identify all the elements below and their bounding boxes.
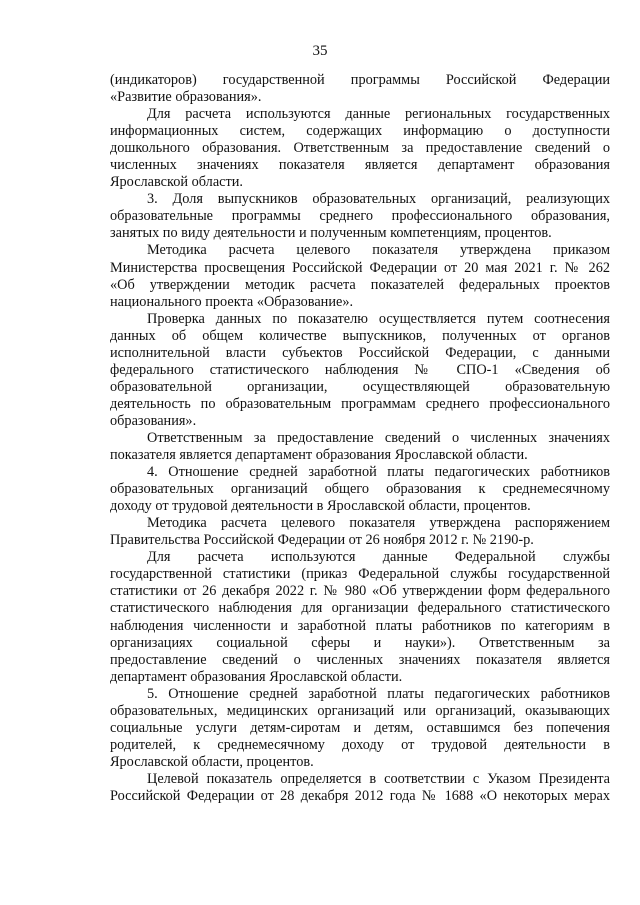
text-line: статистики от 26 декабря 2022 г. № 980 «Об утверждении форм федерального [110, 583, 610, 600]
text-line: социальные услуги детям-сиротам и детям, оставшимся без попечения [110, 719, 610, 736]
text-line: образовательные программы среднего профессионального образования, [110, 208, 610, 225]
text-line: показателя является департамент образования Ярославской области. [110, 447, 528, 464]
text-line: «Об утверждении методик расчета показателей федеральных проектов [110, 276, 610, 293]
text-line: образования». [110, 412, 197, 429]
text-line: 3. Доля выпускников образовательных организаций, реализующих [147, 191, 610, 208]
text-line: «Развитие образования». [110, 89, 262, 106]
text-line: доходу от трудовой деятельности в Ярославской области, процентов. [110, 498, 531, 515]
text-line: организациях социальной сферы и науки»). Ответственным за [110, 634, 610, 651]
text-line: деятельность по образовательным программам среднего профессионального [110, 395, 610, 412]
text-line: Правительства Российской Федерации от 26 ноября 2012 г. № 2190-р. [110, 532, 534, 549]
text-line: Целевой показатель определяется в соответствии с Указом Президента [147, 770, 610, 787]
text-line: дошкольного образования. Ответственным за предоставление сведений о [110, 140, 610, 157]
text-line: 5. Отношение средней заработной платы педагогических работников [147, 685, 610, 702]
text-line: Ярославской области, процентов. [110, 753, 314, 770]
text-line: Методика расчета целевого показателя утверждена приказом [147, 242, 610, 259]
text-line: (индикаторов) государственной программы Российской Федерации [110, 72, 610, 88]
text-line: Для расчета используются данные Федеральной службы [147, 549, 610, 566]
text-line: федерального статистического наблюдения № СПО-1 «Сведения об [110, 361, 610, 378]
text-line: Российской Федерации от 28 декабря 2012 года № 1688 «О некоторых мерах [110, 787, 610, 804]
text-line: Министерства просвещения Российской Федерации от 20 мая 2021 г. № 262 [110, 259, 610, 276]
text-line: родителей, к среднемесячному доходу от трудовой деятельности в [110, 736, 610, 753]
text-line: Проверка данных по показателю осуществляется путем соотнесения [147, 310, 610, 327]
text-line: образовательной организации, осуществляющей образовательную [110, 378, 610, 395]
text-line: 4. Отношение средней заработной платы педагогических работников [147, 464, 610, 481]
text-line: образовательных, медицинских организаций или организаций, оказывающих [110, 702, 610, 719]
text-line: информационных систем, содержащих информацию о доступности [110, 123, 610, 140]
text-line: занятых по виду деятельности и полученным компетенциям, процентов. [110, 225, 552, 242]
text-line: наблюдения численности и заработной платы работников по категориям в [110, 617, 610, 634]
document-body [110, 72, 610, 805]
text-line: департамент образования Ярославской области. [110, 668, 403, 685]
text-line: Для расчета используются данные региональных государственных [147, 106, 610, 123]
text-line: численных значениях показателя является департамент образования [110, 157, 610, 174]
text-line: Ярославской области. [110, 174, 243, 191]
text-line: национального проекта «Образование». [110, 293, 354, 310]
text-line: государственной статистики (приказ Федеральной службы государственной [110, 566, 610, 583]
text-line: Методика расчета целевого показателя утверждена распоряжением [147, 515, 610, 532]
text-line: Ответственным за предоставление сведений о численных значениях [147, 429, 610, 446]
text-line: образовательных организаций общего образования к среднемесячному [110, 481, 610, 498]
page-number: 35 [312, 43, 328, 59]
text-line: статистического наблюдения для организации федерального статистического [110, 600, 610, 617]
text-line: предоставление сведений о численных значениях показателя является [110, 651, 610, 668]
text-line: исполнительной власти субъектов Российской Федерации, с данными [110, 344, 610, 361]
text-line: данных об общем количестве выпускников, полученных от органов [110, 327, 610, 344]
